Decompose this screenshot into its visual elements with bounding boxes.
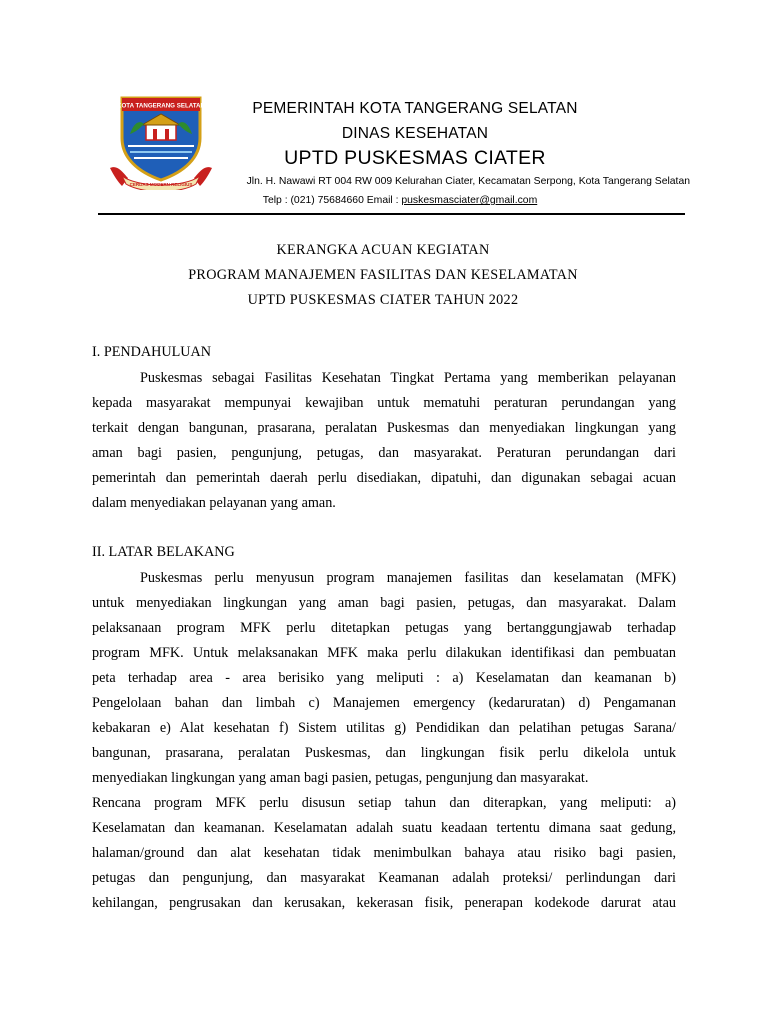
paragraph-line: Puskesmas sebagai Fasilitas Kesehatan Tingkat Pertama yang memberikan pelayanan <box>140 370 676 386</box>
letterhead-contact <box>200 195 600 206</box>
section-heading-pendahuluan: I. PENDAHULUAN <box>92 344 212 360</box>
paragraph-line: pelaksanaan program MFK perlu ditetapkan petugas yang bertanggungjawab terhadap <box>92 620 676 636</box>
letterhead-address: Jln. H. Nawawi RT 004 RW 009 Kelurahan Ciater, Kecamatan Serpong, Kota Tangerang Selatan <box>246 176 690 187</box>
document-title-line-3: UPTD PUSKESMAS CIATER TAHUN 2022 <box>247 292 519 308</box>
paragraph-line: program MFK. Untuk melaksanakan MFK maka perlu dilakukan identifikasi dan pembuatan <box>92 645 676 661</box>
document-title-line-2: PROGRAM MANAJEMEN FASILITAS DAN KESELAMATAN <box>188 267 578 283</box>
section-heading-latar-belakang: II. LATAR BELAKANG <box>92 544 235 560</box>
paragraph-line: aman bagi pasien, pengunjung, petugas, dan masyarakat. Peraturan perundangan dari <box>92 445 676 461</box>
svg-text:KOTA TANGERANG SELATAN: KOTA TANGERANG SELATAN <box>117 102 205 110</box>
contact-phone: Telp : (021) 75684660 Email : <box>262 195 402 206</box>
svg-text:CERDAS MODERN RELIGIUS: CERDAS MODERN RELIGIUS <box>129 182 193 187</box>
paragraph-line: Puskesmas perlu menyusun program manajemen fasilitas dan keselamatan (MFK) <box>140 570 676 586</box>
paragraph-line: peta terhadap area - area berisiko yang meliputi : a) Keselamatan dan keamanan b) <box>92 670 676 686</box>
letterhead-department: DINAS KESEHATAN <box>341 125 489 142</box>
letterhead-institution: UPTD PUSKESMAS CIATER <box>284 147 546 169</box>
paragraph-line: terkait dengan bangunan, prasarana, peralatan Puskesmas dan menyediakan lingkungan yang <box>92 420 676 436</box>
paragraph-line: kebakaran e) Alat kesehatan f) Sistem utilitas g) Pendidikan dan pelatihan petugas Sarana/ <box>92 720 676 736</box>
paragraph-line: bangunan, prasarana, peralatan Puskesmas, dan lingkungan fisik perlu dikelola untuk <box>92 745 676 761</box>
letterhead-government: PEMERINTAH KOTA TANGERANG SELATAN <box>252 100 578 117</box>
document-title-line-1: KERANGKA ACUAN KEGIATAN <box>276 242 490 258</box>
paragraph-line: halaman/ground dan alat kesehatan tidak menimbulkan bahaya atau risiko bagi pasien, <box>92 845 676 861</box>
paragraph-line: Pengelolaan bahan dan limbah c) Manajemen emergency (kedaruratan) d) Pengamanan <box>92 695 676 711</box>
paragraph-line: kepada masyarakat mempunyai kewajiban untuk mematuhi peraturan perundangan yang <box>92 395 676 411</box>
paragraph-line: Keselamatan dan keamanan. Keselamatan adalah suatu keadaan tertentu dimana saat gedung, <box>92 820 676 836</box>
paragraph-line: dalam menyediakan pelayanan yang aman. <box>92 495 336 511</box>
contact-email-link[interactable]: puskesmasciater@gmail.com <box>401 195 538 206</box>
paragraph-line: untuk menyediakan lingkungan yang aman bagi pasien, petugas, dan masyarakat. Dalam <box>92 595 676 611</box>
paragraph-line: petugas dan pengunjung, dan masyarakat Keamanan adalah proteksi/ perlindungan dari <box>92 870 676 886</box>
paragraph-line: Rencana program MFK perlu disusun setiap tahun dan diterapkan, yang meliputi: a) <box>92 795 676 811</box>
paragraph-line: kehilangan, pengrusakan dan kerusakan, kekerasan fisik, penerapan kodekode darurat atau <box>92 895 676 911</box>
paragraph-line: pemerintah dan pemerintah daerah perlu disediakan, dipatuhi, dan digunakan sebagai acuan <box>92 470 676 486</box>
letterhead-divider <box>98 213 685 215</box>
paragraph-line: menyediakan lingkungan yang aman bagi pasien, petugas, pengunjung dan masyarakat. <box>92 770 589 786</box>
